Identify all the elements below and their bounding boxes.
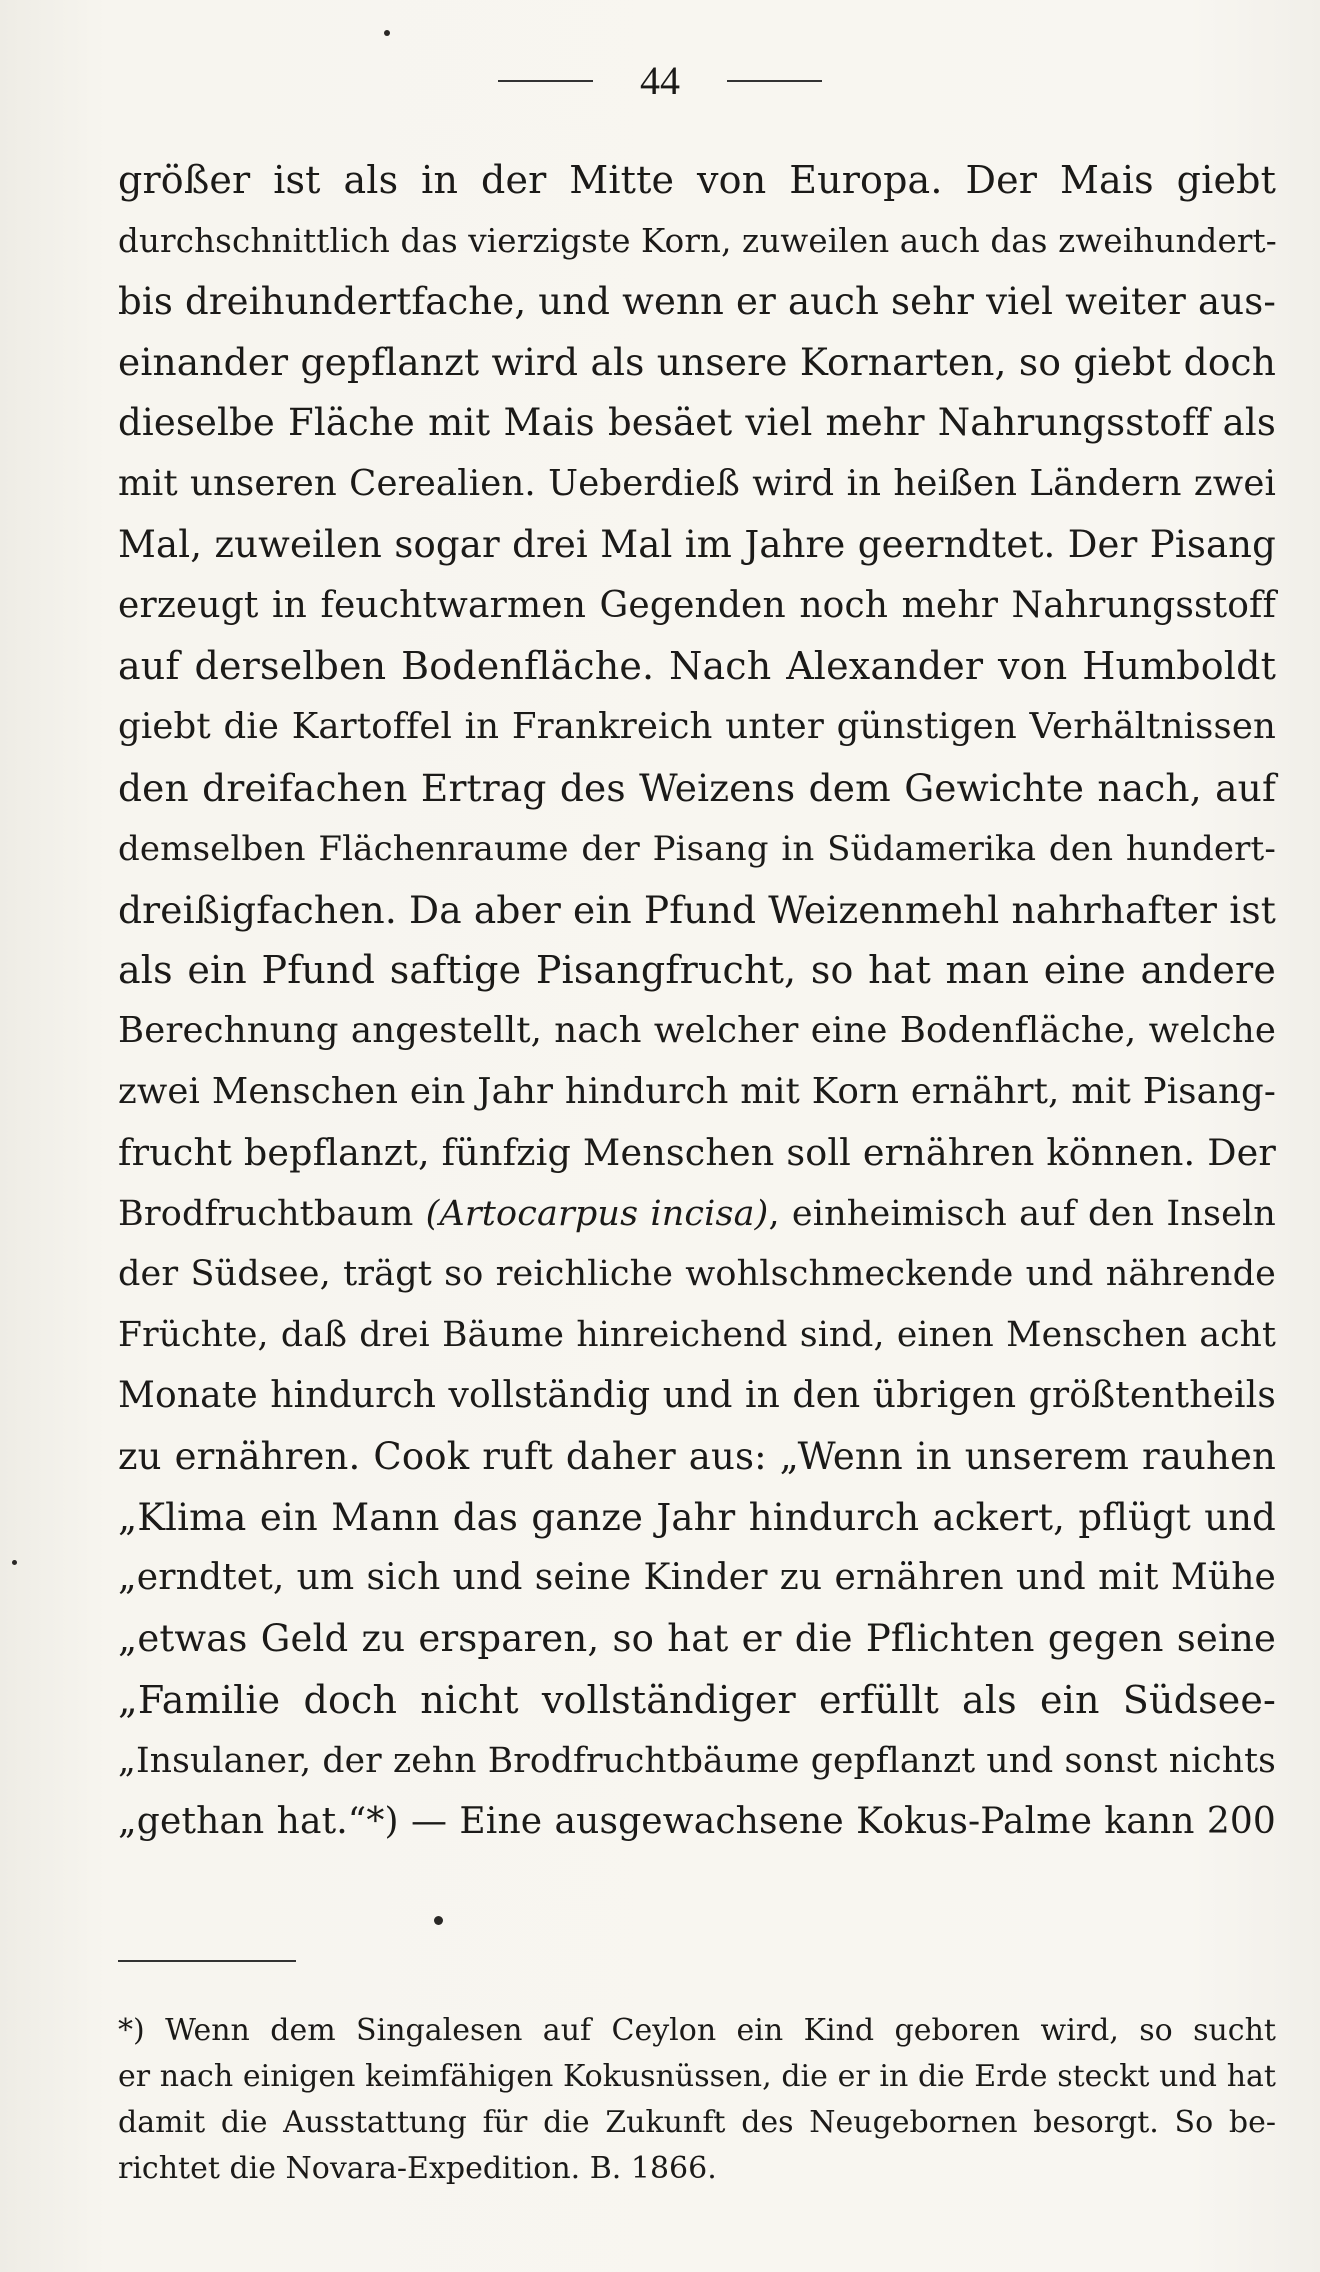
page-header	[0, 48, 1320, 111]
print-speck	[384, 30, 390, 36]
text-line: durchschnittlich das vierzigste Korn, zuweilen auch das zweihundert-	[118, 221, 1277, 260]
text-line: erzeugt in feuchtwarmen Gegenden noch mehr Nahrungsstoff	[118, 584, 1276, 626]
footnote-line: richtet die Novara-Expedition. B. 1866.	[118, 2151, 717, 2186]
text-line: Berechnung angestellt, nach welcher eine Bodenfläche, welche	[118, 1010, 1276, 1052]
text-line: mit unseren Cerealien. Ueberdieß wird in heißen Ländern zwei	[118, 462, 1276, 504]
text-line-with-latin	[118, 1184, 1276, 1245]
text-line: der Südsee, trägt so reichliche wohlschmeckende und nährende	[118, 1254, 1276, 1295]
text-line: bis dreihundertfache, und wenn er auch sehr viel weiter aus-	[118, 279, 1276, 323]
text-line: giebt die Kartoffel in Frankreich unter günstigen Verhältnissen	[118, 706, 1276, 748]
text-segment: , einheimisch auf den Inseln	[768, 1193, 1276, 1234]
text-line: größer ist als in der Mitte von Europa. Der Mais giebt	[118, 158, 1276, 202]
footnote	[118, 2008, 1276, 2192]
text-line: zu ernähren. Cook ruft daher aus: „Wenn in unserem rauhen	[118, 1434, 1276, 1478]
latin-name: (Artocarpus incisa)	[425, 1193, 769, 1234]
text-line: als ein Pfund saftige Pisangfrucht, so hat man eine andere	[118, 948, 1276, 993]
text-line: einander gepflanzt wird als unsere Kornarten, so giebt doch	[118, 340, 1276, 385]
main-text	[118, 150, 1276, 1852]
text-segment: Brodfruchtbaum	[118, 1193, 426, 1234]
footnote-line: *) Wenn dem Singalesen auf Ceylon ein Kind geboren wird, so sucht	[118, 2013, 1276, 2048]
print-speck	[12, 1560, 17, 1565]
text-line: „erndtet, um sich und seine Kinder zu ernähren und mit Mühe	[118, 1557, 1276, 1599]
header-rule-left	[498, 80, 593, 82]
text-line: frucht bepflanzt, fünfzig Menschen soll ernähren können. Der	[118, 1130, 1276, 1174]
text-line: demselben Flächenraume der Pisang in Südamerika den hundert-	[118, 828, 1276, 869]
text-line: dieselbe Fläche mit Mais besäet viel mehr Nahrungsstoff als	[118, 401, 1276, 445]
text-line: Monate hindurch vollständig und in den übrigen größtentheils	[118, 1374, 1276, 1416]
text-line: auf derselben Bodenfläche. Nach Alexander von Humboldt	[118, 644, 1276, 689]
text-line: dreißigfachen. Da aber ein Pfund Weizenmehl nahrhafter ist	[118, 887, 1276, 932]
header-rule-right	[727, 80, 822, 82]
text-line: „etwas Geld zu ersparen, so hat er die Pflichten gegen seine	[118, 1617, 1276, 1661]
text-line: zwei Menschen ein Jahr hindurch mit Korn ernährt, mit Pisang-	[118, 1070, 1276, 1112]
text-line: „Klima ein Mann das ganze Jahr hindurch ackert, pflügt und	[118, 1495, 1276, 1539]
footnote-line: er nach einigen keimfähigen Kokusnüssen, die er in die Erde steckt und hat	[118, 2059, 1276, 2094]
page-number: 44	[640, 58, 680, 103]
text-line: „Insulaner, der zehn Brodfruchtbäume gepflanzt und sonst nichts	[118, 1740, 1276, 1781]
text-line: „Familie doch nicht vollständiger erfüllt als ein Südsee-	[118, 1677, 1276, 1722]
text-line: den dreifachen Ertrag des Weizens dem Gewichte nach, auf	[118, 765, 1276, 810]
text-line: Früchte, daß drei Bäume hinreichend sind, einen Menschen acht	[118, 1315, 1276, 1356]
footnote-line: damit die Ausstattung für die Zukunft des Neugebornen besorgt. So be-	[118, 2105, 1276, 2140]
print-speck	[434, 1916, 443, 1925]
footnote-rule	[118, 1960, 296, 1962]
text-line: „gethan hat.“*) — Eine ausgewachsene Kokus-Palme kann 200	[118, 1800, 1276, 1842]
text-line: Mal, zuweilen sogar drei Mal im Jahre geerndtet. Der Pisang	[118, 522, 1276, 566]
